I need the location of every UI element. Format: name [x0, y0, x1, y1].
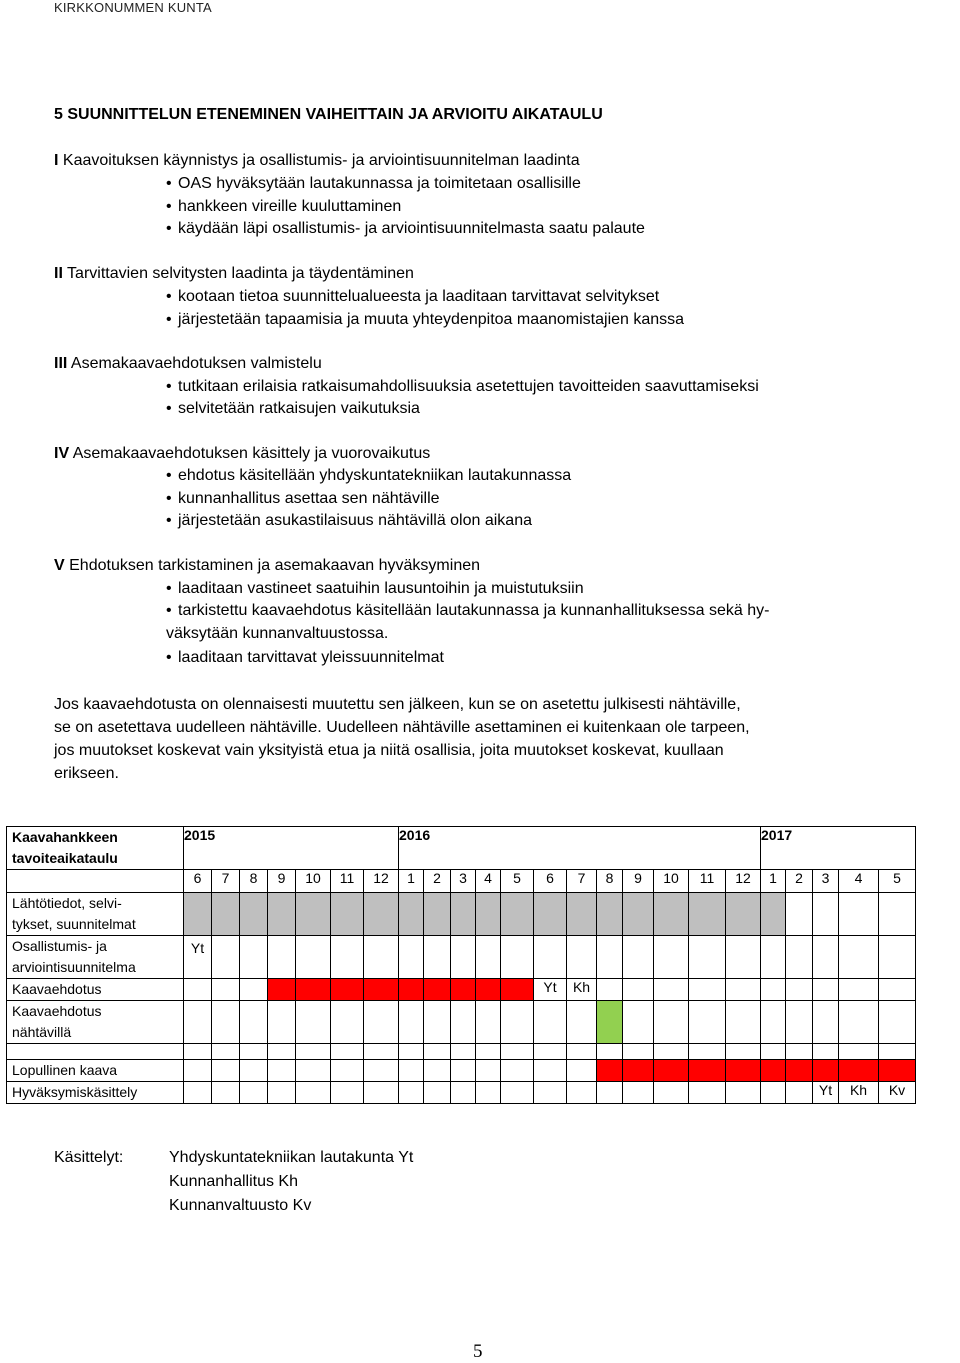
month-cell: 6 — [184, 870, 212, 893]
list-item: • laaditaan vastineet saatuihin lausuntoihin ja muistutuksiin — [166, 580, 584, 597]
month-cell: 4 — [476, 870, 501, 893]
page-number: 5 — [473, 1341, 483, 1362]
list-item: • OAS hyväksytään lautakunnassa ja toimitetaan osallisille — [166, 175, 581, 192]
phase-iv — [54, 445, 430, 463]
month-cell: 9 — [268, 870, 296, 893]
phase-number: III — [54, 355, 68, 372]
list-item: • tarkistettu kaavaehdotus käsitellään lautakunnassa ja kunnanhallituksessa sekä hy- — [166, 602, 770, 619]
month-cell: 5 — [879, 870, 916, 893]
phase-title: Kaavoituksen käynnistys ja osallistumis- ja arviointisuunnitelman laadinta — [62, 152, 580, 169]
row-label: Kaavaehdotus nähtävillä — [7, 1001, 184, 1044]
mark-cell: Yt — [184, 936, 212, 979]
year-2016: 2016 — [399, 827, 761, 870]
table-row — [7, 1001, 916, 1044]
list-item: • järjestetään tapaamisia ja muuta yhteydenpitoa maanomistajien kanssa — [166, 311, 685, 328]
month-cell: 8 — [240, 870, 268, 893]
kasittelyt-item: Yhdyskuntatekniikan lautakunta Yt — [169, 1149, 414, 1166]
month-cell: 2 — [786, 870, 813, 893]
list-item: • ehdotus käsitellään yhdyskuntatekniikan lautakunnassa — [166, 467, 572, 484]
phase-v — [54, 557, 480, 575]
phase-i — [54, 152, 580, 170]
year-2017: 2017 — [761, 827, 916, 870]
row-label: Lopullinen kaava — [7, 1060, 184, 1082]
list-item: • hankkeen vireille kuuluttaminen — [166, 198, 402, 215]
mark-cell: Kh — [839, 1082, 879, 1104]
mark-cell: Kv — [879, 1082, 916, 1104]
phase-title: Tarvittavien selvitysten laadinta ja täydentäminen — [67, 265, 414, 282]
list-item: • järjestetään asukastilaisuus nähtävillä olon aikana — [166, 512, 532, 529]
schedule-heading: Kaavahankkeen tavoiteaikataulu — [7, 827, 184, 870]
month-cell: 7 — [212, 870, 240, 893]
phase-ii — [54, 265, 414, 283]
list-item: • selvitetään ratkaisujen vaikutuksia — [166, 400, 420, 417]
month-cell: 5 — [501, 870, 534, 893]
kasittelyt-label: Käsittelyt: — [54, 1149, 124, 1166]
month-cell: 11 — [689, 870, 726, 893]
month-cell: 12 — [726, 870, 761, 893]
month-cell: 1 — [399, 870, 424, 893]
month-cell: 3 — [451, 870, 476, 893]
month-cell: 3 — [813, 870, 839, 893]
list-item: • kunnanhallitus asettaa sen nähtäville — [166, 490, 440, 507]
mark-cell: Yt — [813, 1082, 839, 1104]
schedule-table — [6, 826, 916, 1104]
list-item: • käydään läpi osallistumis- ja arviointisuunnitelmasta saatu palaute — [166, 220, 645, 237]
table-row — [7, 936, 916, 979]
month-cell: 4 — [839, 870, 879, 893]
row-label: Lähtötiedot, selvi- tykset, suunnitelmat — [7, 893, 184, 936]
kasittelyt-item: Kunnanhallitus Kh — [169, 1173, 298, 1190]
month-cell: 10 — [654, 870, 689, 893]
phase-iii — [54, 355, 322, 373]
month-cell: 1 — [761, 870, 786, 893]
month-cell: 10 — [296, 870, 331, 893]
table-row — [7, 893, 916, 936]
month-cell: 2 — [424, 870, 451, 893]
row-label: Kaavaehdotus — [7, 979, 184, 1001]
month-cell: 11 — [331, 870, 364, 893]
phase-number: I — [54, 152, 59, 169]
month-cell: 6 — [534, 870, 567, 893]
mark-cell: Kh — [567, 979, 597, 1001]
month-cell: 9 — [623, 870, 654, 893]
phase-title: Asemakaavaehdotuksen käsittely ja vuorovaikutus — [72, 445, 431, 462]
month-cell: 12 — [364, 870, 399, 893]
phase-title: Asemakaavaehdotuksen valmistelu — [70, 355, 322, 372]
row-label: Hyväksymiskäsittely — [7, 1082, 184, 1104]
list-item-continuation: väksytään kunnanvaltuustossa. — [166, 625, 389, 642]
table-row — [7, 1082, 916, 1104]
list-item: • kootaan tietoa suunnittelualueesta ja laaditaan tarvittavat selvitykset — [166, 288, 660, 305]
table-row — [7, 979, 916, 1001]
section-title: 5 SUUNNITTELUN ETENEMINEN VAIHEITTAIN JA ARVIOITU AIKATAULU — [54, 106, 603, 123]
year-2015: 2015 — [184, 827, 399, 870]
document-header: KIRKKONUMMEN KUNTA — [54, 0, 212, 15]
months-row — [7, 870, 916, 893]
phase-number: II — [54, 265, 63, 282]
phase-title: Ehdotuksen tarkistaminen ja asemakaavan hyväksyminen — [69, 557, 481, 574]
table-row — [7, 1060, 916, 1082]
mark-cell: Yt — [534, 979, 567, 1001]
list-item: • laaditaan tarvittavat yleissuunnitelmat — [166, 649, 444, 666]
row-label: Osallistumis- ja arviointisuunnitelma — [7, 936, 184, 979]
phase-number: V — [54, 557, 65, 574]
kasittelyt-item: Kunnanvaltuusto Kv — [169, 1197, 312, 1214]
phase-number: IV — [54, 445, 70, 462]
paragraph: Jos kaavaehdotusta on olennaisesti muutettu sen jälkeen, kun se on asetettu julkisesti nähtäville, se on asetettava uudelleen nähtäville. Uudelleen nähtäville asettaminen ei kuitenkaan ole tarpeen, jos muutokset koskevat vain yksityistä etua ja niitä osallisia, joita muutokset koskevat, kuullaan erikseen. — [54, 696, 750, 782]
list-item: • tutkitaan erilaisia ratkaisumahdollisuuksia asetettujen tavoitteiden saavuttamiseksi — [166, 378, 759, 395]
month-cell: 8 — [597, 870, 623, 893]
month-cell: 7 — [567, 870, 597, 893]
